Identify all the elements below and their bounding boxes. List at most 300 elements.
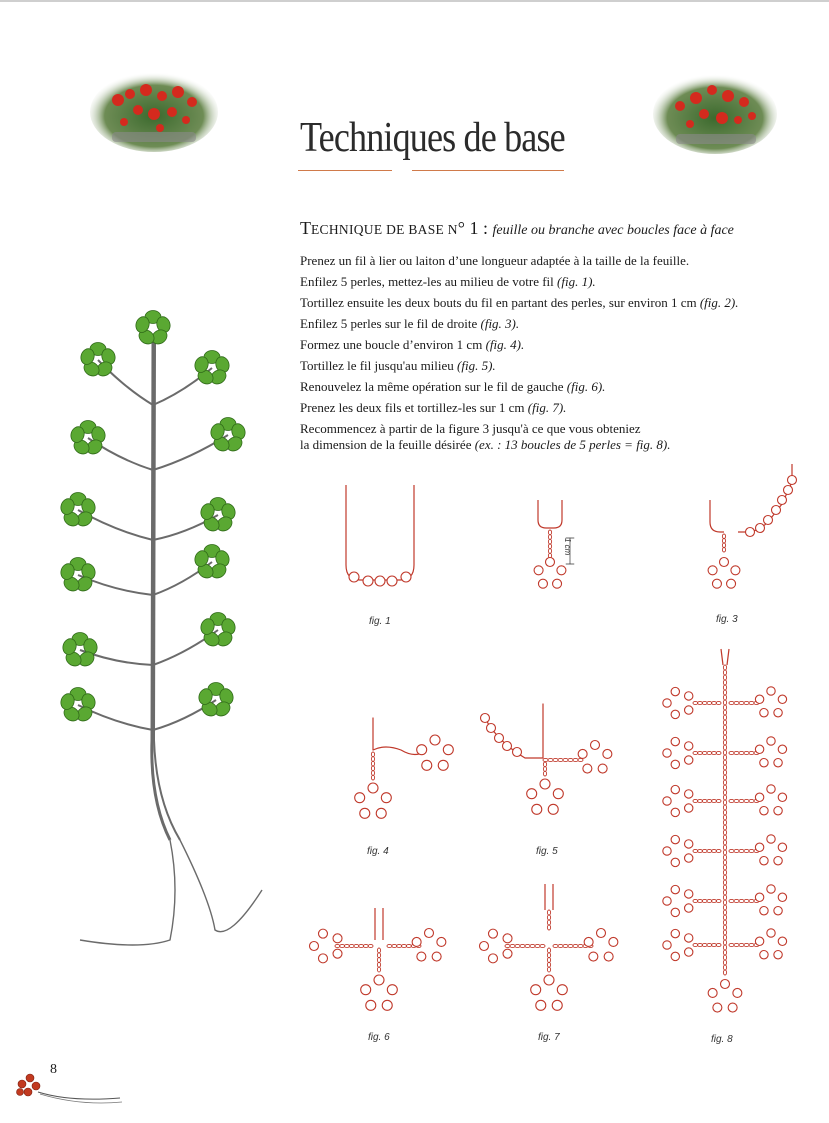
twisted-wire [525,944,530,947]
twisted-wire [739,701,744,704]
twisted-wire [530,944,535,947]
twisted-wire [716,943,721,946]
bead [513,748,522,757]
twisted-wire [723,770,726,775]
twisted-wire [716,751,721,754]
twisted-wire [723,685,726,690]
twisted-wire [371,775,374,780]
bead [778,695,786,703]
instruction-line: Enfilez 5 perles sur le fil de droite (fig. 3). [300,316,520,331]
flower-photo-right [652,68,778,154]
bead [671,710,679,718]
bead [755,893,763,901]
bead [412,937,421,946]
twisted-wire [723,920,726,925]
bead [548,804,558,814]
twisted-wire [510,944,515,947]
twisted-wire [749,849,754,852]
bead [376,808,386,818]
twisted-wire [739,943,744,946]
twisted-wire [723,830,726,835]
bead [671,687,679,695]
bead [671,835,679,843]
twisted-wire [723,745,726,750]
bead [310,942,319,951]
twisted-wire [723,845,726,850]
bead [401,572,411,582]
bead [430,735,440,745]
bead [671,885,679,893]
bead [774,857,782,865]
bead [685,742,693,750]
twisted-wire [693,799,698,802]
twisted-wire [723,945,726,950]
bead [663,847,671,855]
twisted-wire [723,970,726,975]
fig3-label: fig. 3 [716,614,738,625]
bead [527,789,537,799]
twisted-wire [558,758,563,761]
twisted-wire [371,761,374,766]
bead [728,1003,737,1012]
bead [387,576,397,586]
twisted-wire [723,700,726,705]
twisted-wire [739,799,744,802]
bead [663,699,671,707]
bead [534,566,543,575]
twisted-wire [734,751,739,754]
twisted-wire [723,675,726,680]
twisted-wire [702,701,707,704]
bead [503,742,512,751]
instruction-line: la dimension de la feuille désirée (ex. : 13 boucles de 5 perles = fig. 8). [300,437,671,452]
wire [180,840,262,932]
twisted-wire [547,920,550,925]
bead [540,779,550,789]
bead [772,506,781,515]
fig1-label: fig. 1 [369,616,391,627]
bead [532,804,542,814]
twisted-wire [723,860,726,865]
bead [333,949,342,958]
twisted-wire [693,751,698,754]
twisted-wire [723,725,726,730]
twisted-wire [377,948,380,953]
twisted-wire [698,899,703,902]
bead [553,789,563,799]
twisted-wire [578,944,583,947]
twisted-wire [707,751,712,754]
bead [767,737,775,745]
bead [671,858,679,866]
bead [557,985,567,995]
instruction-line: Renouvelez la même opération sur le fil de gauche (fig. 6). [300,379,606,394]
bead [603,749,612,758]
twisted-wire [693,849,698,852]
twisted-wire [712,701,717,704]
bead [591,741,600,750]
twisted-wire [723,705,726,710]
twisted-wire [548,758,553,761]
bead [712,579,721,588]
bead [685,948,693,956]
twisted-wire [723,950,726,955]
twisted-wire [547,925,550,930]
twisted-wire [723,690,726,695]
wire [727,649,729,665]
twisted-wire [553,758,558,761]
twisted-wire [702,849,707,852]
twisted-wire [734,799,739,802]
bead [685,840,693,848]
twisted-wire [548,539,551,544]
fig5-label: fig. 5 [536,846,558,857]
twisted-wire [505,944,510,947]
twisted-wire [723,820,726,825]
twisted-wire [723,930,726,935]
twisted-wire [723,810,726,815]
twisted-wire [723,935,726,940]
twisted-wire [729,849,734,852]
bead [671,929,679,937]
twisted-wire [739,899,744,902]
fig4-diagram [345,710,465,830]
twisted-wire [744,799,749,802]
bead [708,566,717,575]
bead [355,793,365,803]
twisted-wire [707,943,712,946]
bead [685,854,693,862]
twisted-wire [707,701,712,704]
twisted-wire [520,944,525,947]
twisted-wire [547,953,550,958]
twisted-wire [540,944,545,947]
fig2-measure-label: 1 cm [563,538,572,556]
instruction-line: Tortillez le fil jusqu'au milieu (fig. 5). [300,358,496,373]
fig1-diagram [330,480,430,610]
twisted-wire [723,715,726,720]
twisted-wire [723,815,726,820]
bead [488,929,497,938]
twisted-wire [515,944,520,947]
bead [598,764,607,773]
bead [536,1000,546,1010]
fig3-diagram [700,460,800,610]
bead [417,745,427,755]
twisted-wire [723,965,726,970]
twisted-wire [693,943,698,946]
twisted-wire [723,910,726,915]
bead [604,952,613,961]
section-heading [300,218,734,239]
twisted-wire [739,751,744,754]
bead [760,951,768,959]
bead [685,804,693,812]
twisted-wire [364,944,369,947]
twisted-wire [723,775,726,780]
bead [755,745,763,753]
bead [363,576,373,586]
bead [755,937,763,945]
bead [788,476,797,485]
bead [488,954,497,963]
wire [80,840,175,945]
bead [760,709,768,717]
twisted-wire [547,958,550,963]
bead [495,734,504,743]
bead [366,1000,376,1010]
twisted-wire [712,849,717,852]
twisted-wire [354,944,359,947]
bead [685,904,693,912]
twisted-wire [723,925,726,930]
bead [503,934,512,943]
twisted-wire [702,799,707,802]
twisted-wire [723,840,726,845]
twisted-wire [744,943,749,946]
bead [778,793,786,801]
twisted-wire [543,758,548,761]
bead [589,952,598,961]
twisted-wire [723,805,726,810]
fig8-diagram [655,645,795,1025]
bead [417,952,426,961]
twisted-wire [729,899,734,902]
bead [733,988,742,997]
twisted-wire [548,530,551,535]
bead [368,783,378,793]
bead [663,749,671,757]
bead [767,885,775,893]
twisted-wire [371,757,374,762]
twisted-wire [693,899,698,902]
twisted-wire [749,943,754,946]
twisted-wire [716,799,721,802]
twisted-wire [723,885,726,890]
bead [584,937,593,946]
twisted-wire [723,680,726,685]
twisted-wire [734,701,739,704]
top-rule [0,0,829,2]
twisted-wire [397,944,402,947]
bead [432,952,441,961]
instruction-line: Prenez les deux fils et tortillez-les sur 1 cm (fig. 7). [300,400,567,415]
bead [784,486,793,495]
twisted-wire [371,766,374,771]
bead [544,975,554,985]
twisted-wire [568,758,573,761]
bead [375,576,385,586]
twisted-wire [723,890,726,895]
twisted-wire [723,695,726,700]
bead [481,714,490,723]
bead [531,985,541,995]
bead [767,687,775,695]
bead [578,749,587,758]
title-underline-left [298,170,392,171]
twisted-wire [723,740,726,745]
bead [778,745,786,753]
bead [437,937,446,946]
twisted-wire [723,790,726,795]
twisted-wire [698,849,703,852]
bead [597,929,606,938]
bead [760,807,768,815]
twisted-wire [723,710,726,715]
twisted-wire [693,701,698,704]
bead [538,579,547,588]
twisted-wire [723,870,726,875]
bead [609,937,618,946]
twisted-wire [702,943,707,946]
instructions-list [300,250,820,453]
twisted-wire [712,899,717,902]
twisted-wire [702,899,707,902]
twisted-wire [723,785,726,790]
page-title: Techniques de base [300,115,565,161]
twisted-wire [698,701,703,704]
fig6-label: fig. 6 [368,1032,390,1043]
fig2-diagram [520,496,600,606]
twisted-wire [547,967,550,972]
twisted-wire [371,752,374,757]
bead [685,706,693,714]
bead [663,941,671,949]
twisted-wire [744,751,749,754]
twisted-wire [698,943,703,946]
twisted-wire [547,910,550,915]
twisted-wire [712,943,717,946]
bead [774,709,782,717]
twisted-wire [723,780,726,785]
bead [480,942,489,951]
heading-caps: ECHNIQUE DE BASE [311,222,445,237]
twisted-wire [716,849,721,852]
bead [387,985,397,995]
bead [663,797,671,805]
bead [774,907,782,915]
wire [710,500,724,532]
twisted-wire [723,955,726,960]
wire [373,747,419,755]
bead [553,579,562,588]
bead [546,558,555,567]
twisted-wire [543,762,546,767]
bead [713,1003,722,1012]
bead [685,756,693,764]
twisted-wire [723,835,726,840]
twisted-wire [722,539,725,544]
twisted-wire [722,543,725,548]
bead [671,785,679,793]
bead [663,897,671,905]
twisted-wire [712,799,717,802]
bead-ornament-icon [10,1062,130,1107]
bead [721,980,730,989]
fig5-diagram [475,700,625,830]
heading-number: ° 1 : [457,218,493,238]
bead [778,937,786,945]
fig7-label: fig. 7 [538,1032,560,1043]
twisted-wire [723,875,726,880]
twisted-wire [402,944,407,947]
twisted-wire [392,944,397,947]
bead [755,695,763,703]
fig8-label: fig. 8 [711,1034,733,1045]
twisted-wire [723,735,726,740]
twisted-wire [723,880,726,885]
bead [685,790,693,798]
bead [438,760,448,770]
bead [487,724,496,733]
bead [731,566,740,575]
bead [503,949,512,958]
twisted-wire [698,799,703,802]
bead [671,908,679,916]
twisted-wire [744,849,749,852]
twisted-wire [548,544,551,549]
wire [538,500,550,528]
twisted-wire [377,958,380,963]
heading-subtitle: feuille ou branche avec boucles face à face [492,223,734,238]
bead [760,759,768,767]
twisted-wire [563,758,568,761]
twisted-wire [729,701,734,704]
twisted-wire [729,943,734,946]
twisted-wire [707,799,712,802]
bead [778,496,787,505]
bead [318,929,327,938]
twisted-wire [723,865,726,870]
twisted-wire [749,751,754,754]
twisted-wire [553,944,558,947]
instruction-line: Tortillez ensuite les deux bouts du fil en partant des perles, sur environ 1 cm (fig. 2). [300,295,739,310]
twisted-wire [716,701,721,704]
wire [346,485,414,580]
bead [767,929,775,937]
twisted-wire [723,750,726,755]
fig6-diagram [305,900,455,1020]
bead [374,975,384,985]
bead [767,785,775,793]
twisted-wire [345,944,350,947]
bead [557,566,566,575]
twisted-wire [723,795,726,800]
beaded-branch-photo [40,300,280,960]
bead [671,952,679,960]
instruction-line: Enfilez 5 perles, mettez-les au milieu de votre fil (fig. 1). [300,274,596,289]
twisted-wire [734,943,739,946]
bead [443,745,453,755]
bead [422,760,432,770]
heading-prefix: T [300,218,311,238]
twisted-wire [377,953,380,958]
bead [760,857,768,865]
bead [774,807,782,815]
twisted-wire [377,962,380,967]
bead [778,893,786,901]
twisted-wire [723,760,726,765]
twisted-wire [406,944,411,947]
twisted-wire [744,899,749,902]
bead [720,558,729,567]
twisted-wire [723,800,726,805]
twisted-wire [722,548,725,553]
bead [774,759,782,767]
twisted-wire [739,849,744,852]
instruction-line: Formez une boucle d’environ 1 cm (fig. 4). [300,337,525,352]
page-number: 8 [50,1062,57,1077]
